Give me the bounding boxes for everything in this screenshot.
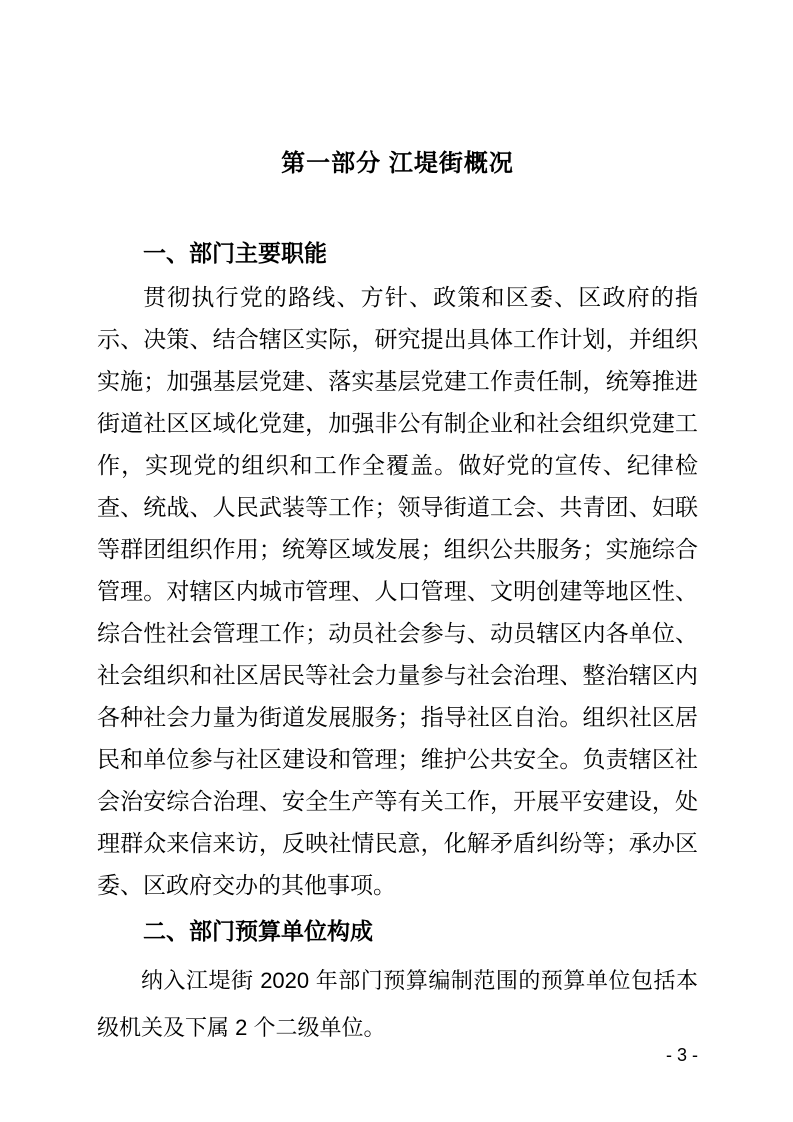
section-heading-main-duties: 一、部门主要职能 [143, 240, 327, 266]
page-title: 第一部分 江堤街概况 [281, 150, 514, 177]
body-paragraph-main-duties: 贯彻执行党的路线、方针、政策和区委、区政府的指示、决策、结合辖区实际，研究提出具体工作计划，并组织实施；加强基层党建、落实基层党建工作责任制，统筹推进街道社区区域化党建，加强非公有制企业和社会组织党建工作，实现党的组织和工作全覆盖。做好党的宣传、纪律检查、统战、人民武装等工作；领导街道工会、共青团、妇联等群团组织作用；统筹区域发展；组织公共服务；实施综合管理。对辖区内城市管理、人口管理、文明创建等地区性、综合性社会管理工作；动员社会参与、动员辖区内各单位、社会组织和社区居民等社会力量参与社会治理、整治辖区内各种社会力量为街道发展服务；指导社区自治。组织社区居民和单位参与社区建设和管理；维护公共安全。负责辖区社会治安综合治理、安全生产等有关工作，开展平安建设，处理群众来信来访，反映社情民意，化解矛盾纠纷等；承办区委、区政府交办的其他事项。 [97, 285, 698, 899]
page-number: - 3 - [665, 1045, 698, 1065]
section-heading-budget-units: 二、部门预算单位构成 [143, 918, 373, 944]
body-paragraph-budget-units: 纳入江堤街 2020 年部门预算编制范围的预算单位包括本级机关及下属 2 个二级单位。 [97, 968, 698, 1040]
document-content [97, 0, 698, 1051]
